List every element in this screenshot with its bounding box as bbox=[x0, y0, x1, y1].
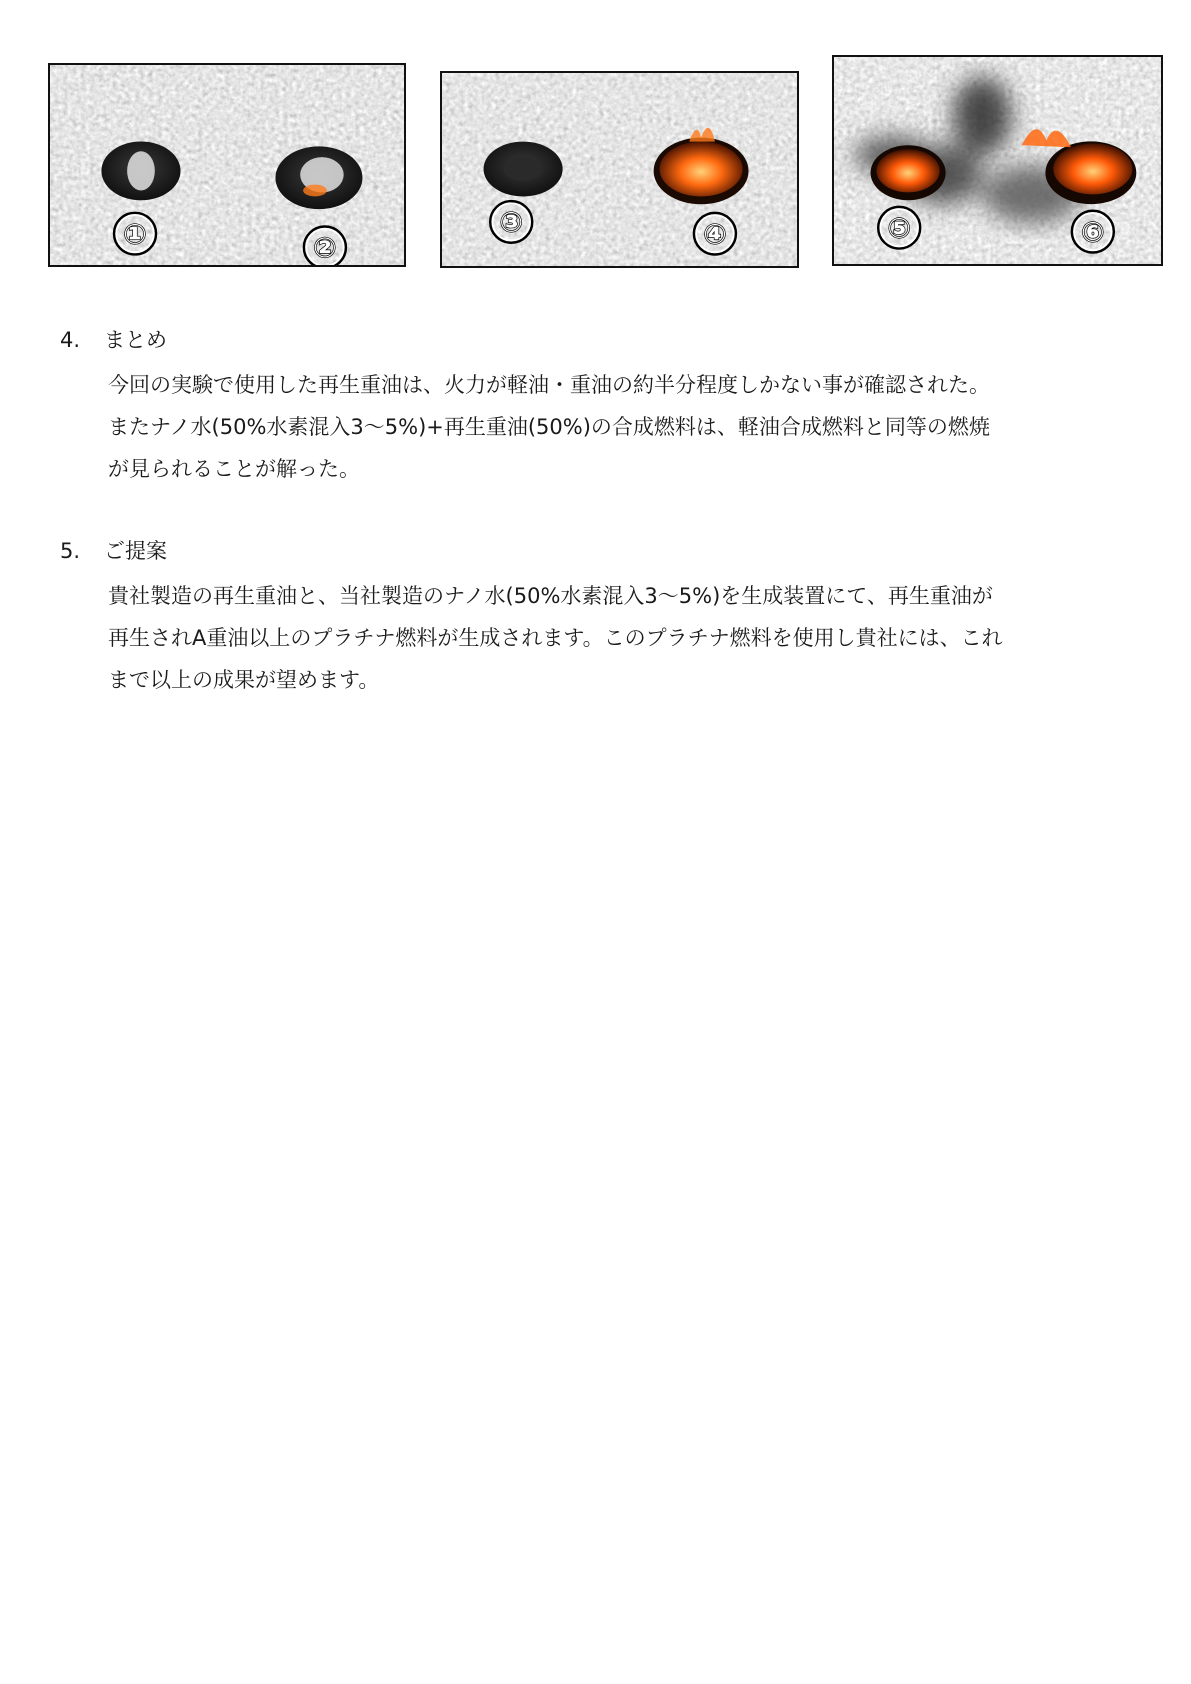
section-heading bbox=[60, 537, 1140, 565]
section-title: まとめ bbox=[104, 328, 167, 352]
section-summary bbox=[60, 326, 1140, 490]
photo-label-3: ③ bbox=[499, 206, 523, 239]
section-heading bbox=[60, 326, 1140, 354]
section-number: 5. bbox=[60, 539, 81, 563]
section-proposal bbox=[60, 537, 1140, 701]
gravel-photo-image bbox=[50, 65, 404, 265]
paragraph-line: まで以上の成果が望めます。 bbox=[108, 668, 380, 692]
section-number: 4. bbox=[60, 328, 81, 352]
paragraph-line: 貴社製造の再生重油と、当社製造のナノ水(50%水素混入3～5%)を生成装置にて、再生重油が bbox=[108, 584, 993, 608]
gravel-photo-image bbox=[442, 73, 797, 266]
photo-label-6: ⑥ bbox=[1081, 216, 1105, 249]
photo-experiment-1-2 bbox=[48, 63, 406, 267]
paragraph-line: 今回の実験で使用した再生重油は、火力が軽油・重油の約半分程度しかない事が確認された。 bbox=[108, 373, 990, 397]
photo-label-5: ⑤ bbox=[887, 212, 911, 245]
photo-label-2: ② bbox=[313, 232, 337, 265]
section-title: ご提案 bbox=[104, 539, 167, 563]
gravel-photo-image bbox=[834, 57, 1161, 264]
photo-experiment-3-4 bbox=[440, 71, 799, 268]
section-body bbox=[108, 364, 1148, 490]
paragraph-line: 再生されA重油以上のプラチナ燃料が生成されます。このプラチナ燃料を使用し貴社には、これ bbox=[108, 626, 1003, 650]
photo-label-1: ① bbox=[123, 218, 147, 251]
section-body bbox=[108, 575, 1148, 701]
paragraph-line: が見られることが解った。 bbox=[108, 457, 360, 481]
paragraph-line: またナノ水(50%水素混入3～5%)+再生重油(50%)の合成燃料は、軽油合成燃料と同等の燃焼 bbox=[108, 415, 990, 439]
photo-label-4: ④ bbox=[703, 218, 727, 251]
photo-experiment-5-6 bbox=[832, 55, 1163, 266]
